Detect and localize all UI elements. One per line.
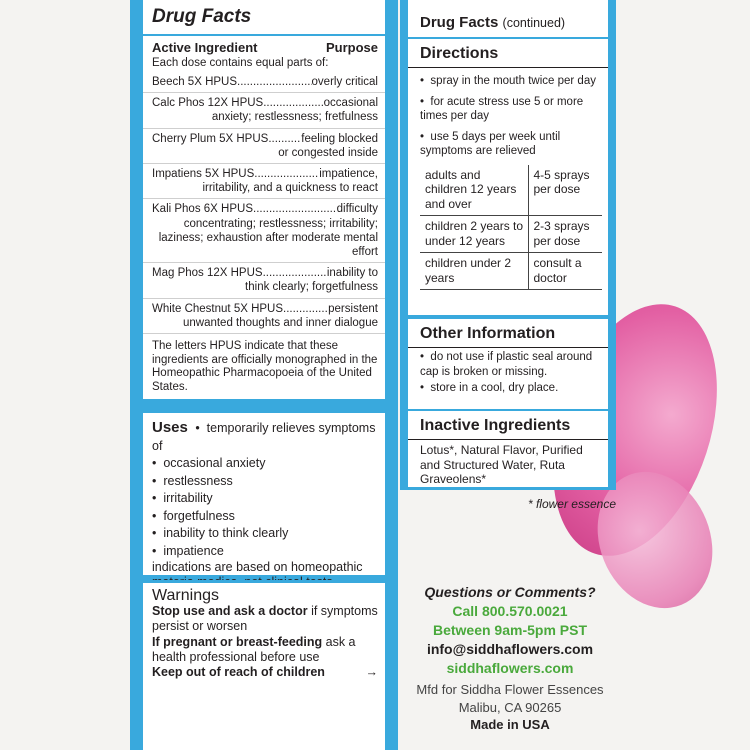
dose-amount: 4-5 sprays per dose: [528, 165, 602, 216]
ingredient-name: Beech 5X HPUS: [152, 76, 238, 88]
phone-number: Call 800.570.0021: [452, 603, 568, 619]
ingredient-row: [143, 92, 385, 127]
pregnancy-warning: [152, 635, 378, 665]
direction-item: • use 5 days per week until symptoms are relieved: [408, 124, 608, 159]
ingredient-row: [143, 72, 385, 92]
directions-list: [408, 68, 608, 159]
ingredient-purpose: inability to: [326, 267, 378, 280]
dose-row: [420, 253, 602, 290]
continued-label: (continued): [502, 16, 566, 30]
pregnancy-bold: If pregnant or breast-feeding: [152, 634, 323, 649]
uses-item: • irritability: [152, 490, 378, 508]
keep-out-text: Keep out of reach of children: [152, 665, 325, 680]
contact-email: info@siddhaflowers.com: [426, 641, 594, 657]
ingredient-name: Calc Phos 12X HPUS: [152, 97, 264, 110]
ingredient-name: Cherry Plum 5X HPUS: [152, 132, 269, 145]
purpose-label: Purpose: [325, 40, 378, 55]
drug-facts-title-right: Drug Facts: [420, 14, 499, 31]
uses-heading: [152, 419, 378, 455]
questions-heading: Questions or Comments?: [424, 584, 596, 600]
stop-use-rest: if symptoms persist or worsen: [152, 604, 378, 634]
ingredient-purpose: impatience,: [319, 168, 378, 181]
ingredient-row: [143, 163, 385, 198]
contact-block: [400, 584, 620, 732]
ingredient-row: [143, 128, 385, 163]
uses-item: • forgetfulness: [152, 508, 378, 526]
ingredient-purpose-cont: think clearly; forgetfulness: [245, 281, 378, 294]
ingredient-purpose: occasional: [323, 97, 378, 110]
warnings-title: Warnings: [152, 587, 219, 604]
dose-row: [420, 216, 602, 253]
made-in-label: Made in USA: [470, 717, 550, 732]
stop-use-bold: Stop use and ask a doctor: [152, 604, 308, 619]
dose-row: [420, 165, 602, 216]
ingredient-purpose-cont: unwanted thoughts and inner dialogue: [182, 316, 378, 329]
ingredient-row: [143, 198, 385, 262]
ingredient-row: [143, 298, 385, 333]
left-label-column: [130, 0, 398, 750]
other-information-item: • store in a cool, dry place.: [408, 379, 608, 396]
direction-item: • for acute stress use 5 or more times per day: [408, 89, 608, 124]
dose-age-group: children 2 years to under 12 years: [420, 216, 528, 253]
uses-item: • inability to think clearly: [152, 525, 378, 543]
business-hours: Between 9am-5pm PST: [432, 622, 588, 638]
arrow-right-icon: →: [365, 665, 378, 680]
drug-facts-title: Drug Facts: [143, 0, 385, 36]
ingredient-list: [143, 72, 385, 333]
website-link: siddhaflowers.com: [446, 660, 574, 676]
pregnancy-rest: ask a health professional before use: [152, 634, 356, 664]
active-ingredient-header: [143, 36, 385, 55]
ingredient-purpose: overly critical: [311, 76, 378, 88]
dose-age-group: adults and children 12 years and over: [420, 165, 528, 216]
dose-age-group: children under 2 years: [420, 253, 528, 290]
drug-facts-continued-title: [408, 0, 608, 39]
active-ingredient-label: Active Ingredient: [152, 40, 258, 55]
keep-out-warning: [152, 665, 378, 680]
uses-list: [152, 455, 378, 560]
directions-panel: [408, 0, 608, 315]
uses-intro: • temporarily relieves symptoms of: [152, 421, 375, 453]
uses-indications: indications are based on homeopathic: [152, 560, 363, 574]
ingredient-name: Impatiens 5X HPUS: [152, 168, 255, 181]
ingredient-purpose: persistent: [328, 302, 378, 315]
warnings-panel: [140, 580, 388, 750]
ingredient-purpose-cont: irritability, and a quickness to react: [202, 182, 378, 195]
uses-item: • occasional anxiety: [152, 455, 378, 473]
hpus-note: The letters HPUS indicate that these ingredients are officially monographed in the Homeopathic Pharmacopoeia of the United States.: [143, 333, 385, 394]
uses-item: • restlessness: [152, 473, 378, 491]
uses-title: Uses: [152, 419, 188, 436]
ingredient-purpose-cont: anxiety; restlessness; fretfulness: [211, 111, 378, 124]
dose-table: [420, 165, 602, 291]
directions-title: Directions: [408, 39, 608, 68]
inactive-ingredients-panel: [408, 411, 608, 487]
ingredient-purpose-cont: concentrating; restlessness; irritability; laziness; exhaustion after moderate mental effort: [158, 217, 378, 259]
direction-item: • spray in the mouth twice per day: [408, 68, 608, 89]
ingredient-purpose-cont: or congested inside: [278, 146, 378, 159]
ingredient-name: White Chestnut 5X HPUS: [152, 302, 284, 315]
manufacturer-line: Mfd for Siddha Flower Essences: [416, 682, 604, 697]
ingredient-name: Mag Phos 12X HPUS: [152, 267, 263, 280]
stop-use-warning: [152, 604, 378, 634]
uses-item: • impatience: [152, 543, 378, 561]
uses-panel: [140, 410, 388, 578]
other-information-panel: [408, 319, 608, 409]
ingredient-purpose: feeling blocked: [301, 132, 378, 145]
other-information-item: • do not use if plastic seal around cap is broken or missing.: [408, 348, 608, 379]
ingredient-name: Kali Phos 6X HPUS: [152, 203, 253, 216]
inactive-ingredients-title: Inactive Ingredients: [408, 411, 608, 440]
dose-amount: 2-3 sprays per dose: [528, 216, 602, 253]
ingredient-purpose: difficulty: [336, 203, 378, 216]
dose-amount: consult a doctor: [528, 253, 602, 290]
manufacturer-address: Malibu, CA 90265: [458, 700, 562, 715]
flower-essence-note: * flower essence: [527, 497, 616, 511]
other-information-list: [408, 348, 608, 396]
ingredient-intro: Each dose contains equal parts of:: [152, 57, 329, 69]
drug-facts-panel: [140, 0, 388, 402]
inactive-ingredients-text: Lotus*, Natural Flavor, Purified and Structured Water, Ruta Graveolens*: [420, 443, 583, 486]
other-information-title: Other Information: [408, 319, 608, 348]
ingredient-row: [143, 262, 385, 297]
